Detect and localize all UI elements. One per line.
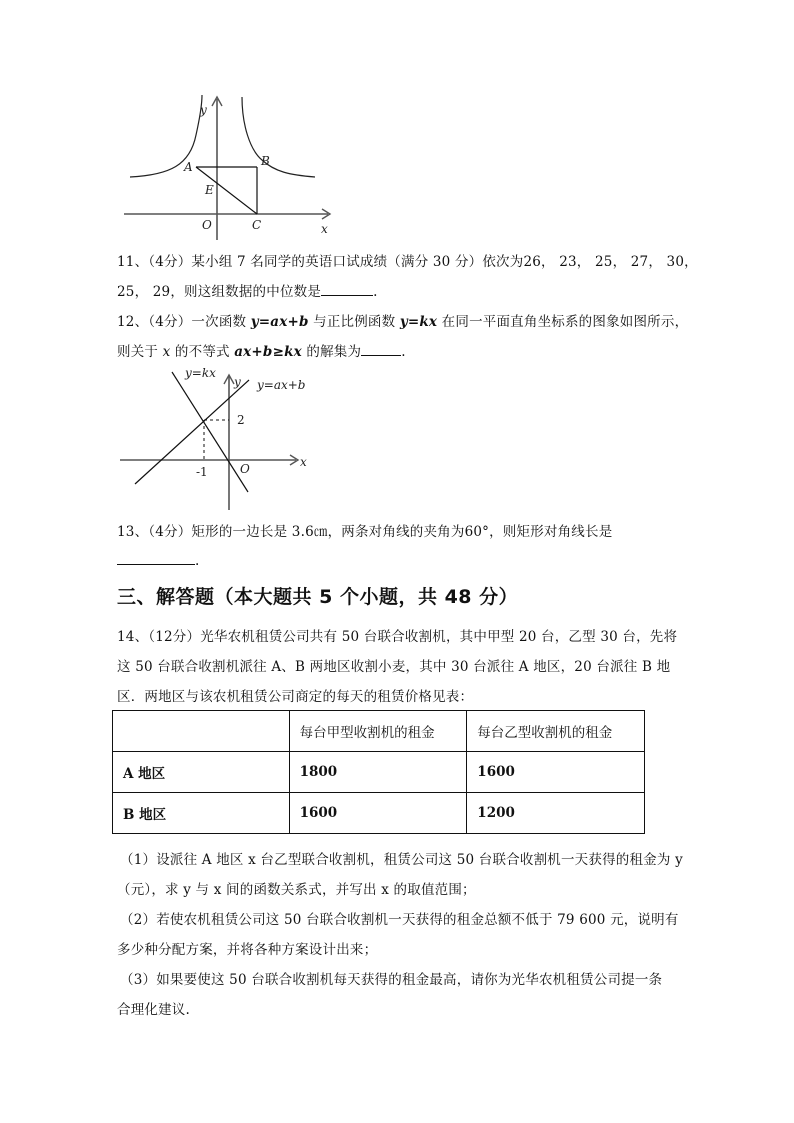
q14-part3-line1: （3）如果要使这 50 台联合收割机每天获得的租金最高，请你为光华农机租赁公司提一条 [120,972,663,988]
label-two: 2 [237,413,245,427]
q12-line1 [117,310,688,330]
q12-var-x: x [162,344,171,360]
section-title: 三、解答题（本大题共 5 个小题，共 48 分） [117,586,519,608]
label-b: B [261,154,270,168]
label-c: C [252,218,262,232]
q11-answer-blank[interactable] [321,281,373,296]
q11-line1: 11、（4分）某小组 7 名同学的英语口试成绩（满分 30 分）依次为26， 23， 25， 27， 30， [117,254,698,270]
q12-text-f: 的解集为 [301,344,362,360]
label-y-kx: y=kx [185,366,216,380]
label-y: y [200,103,207,117]
label-o: O [240,462,250,476]
q14-part2-line2: 多少种分配方案，并将各种方案设计出来； [117,942,378,958]
q14-line2: 这 50 台联合收割机派往 A、B 两地区收割小麦，其中 30 台派往 A 地区，20 台派往 B 地 [117,659,671,675]
table-row [113,793,645,834]
q12-period: . [401,344,406,360]
q11-text: 25， 29，则这组数据的中位数是 [117,284,322,300]
q14-part1-line2: （元），求 y 与 x 间的函数关系式，并写出 x 的取值范围； [117,882,476,898]
q13-answer-blank[interactable] [117,550,195,565]
label-x: x [300,455,307,469]
q12-text-a: 12、（4分）一次函数 [117,314,251,330]
line-y-kx [172,372,248,492]
q14-line3: 区．两地区与该农机租赁公司商定的每天的租赁价格见表： [117,689,474,705]
q11-period: . [373,284,378,300]
table-row [113,752,645,793]
q13-line1: 13、（4分）矩形的一边长是 3.6㎝，两条对角线的夹角为60°，则矩形对角线长是 [117,524,613,540]
q12-text-d: 则关于 [117,344,163,360]
label-a: A [184,160,193,174]
q14-part2-line1: （2）若使农机租赁公司这 50 台联合收割机一天获得的租金总额不低于 79 600 元，说明有 [120,912,679,928]
label-e: E [205,183,214,197]
q12-text-c: 在同一平面直角坐标系的图象如图所示， [437,314,689,330]
table-cell: 1600 [467,752,645,793]
table-cell-region: B 地区 [113,793,290,834]
q12-inequality: ax+b≥kx [234,344,302,360]
table-header-row [113,711,645,752]
label-y: y [234,375,241,389]
q14-part3-line2: 合理化建议. [117,1002,190,1018]
q12-line2 [117,340,406,360]
q12-answer-blank[interactable] [361,341,401,356]
table-cell: 1600 [289,793,467,834]
figure-hyperbola [110,95,350,240]
label-minus-one: -1 [196,465,208,479]
label-y-ax-b: y=ax+b [257,378,306,392]
label-x: x [321,222,328,236]
table-header-cell: 每台乙型收割机的租金 [467,711,645,752]
q13-line2 [117,550,200,569]
table-cell-region: A 地区 [113,752,290,793]
figure-linear-functions [110,362,330,512]
table-cell: 1200 [467,793,645,834]
q12-text-b: 与正比例函数 [308,314,400,330]
q12-text-e: 的不等式 [170,344,235,360]
q14-line1: 14、（12分）光华农机租赁公司共有 50 台联合收割机，其中甲型 20 台，乙型 30 台，先将 [117,629,678,645]
label-o: O [202,218,212,232]
q12-formula-proportional: y=kx [399,314,438,330]
line-y-ax-b [135,380,249,484]
table-header-cell: 每台甲型收割机的租金 [289,711,467,752]
q14-part1-line1: （1）设派往 A 地区 x 台乙型联合收割机，租赁公司这 50 台联合收割机一天获得的租金为 y [120,852,683,868]
table-cell: 1800 [289,752,467,793]
rent-price-table [112,710,645,834]
q11-line2 [117,280,378,300]
hyperbola-right-branch [242,97,315,177]
table-header-cell [113,711,290,752]
q12-formula-linear: y=ax+b [250,314,309,330]
q13-period: . [195,553,200,569]
